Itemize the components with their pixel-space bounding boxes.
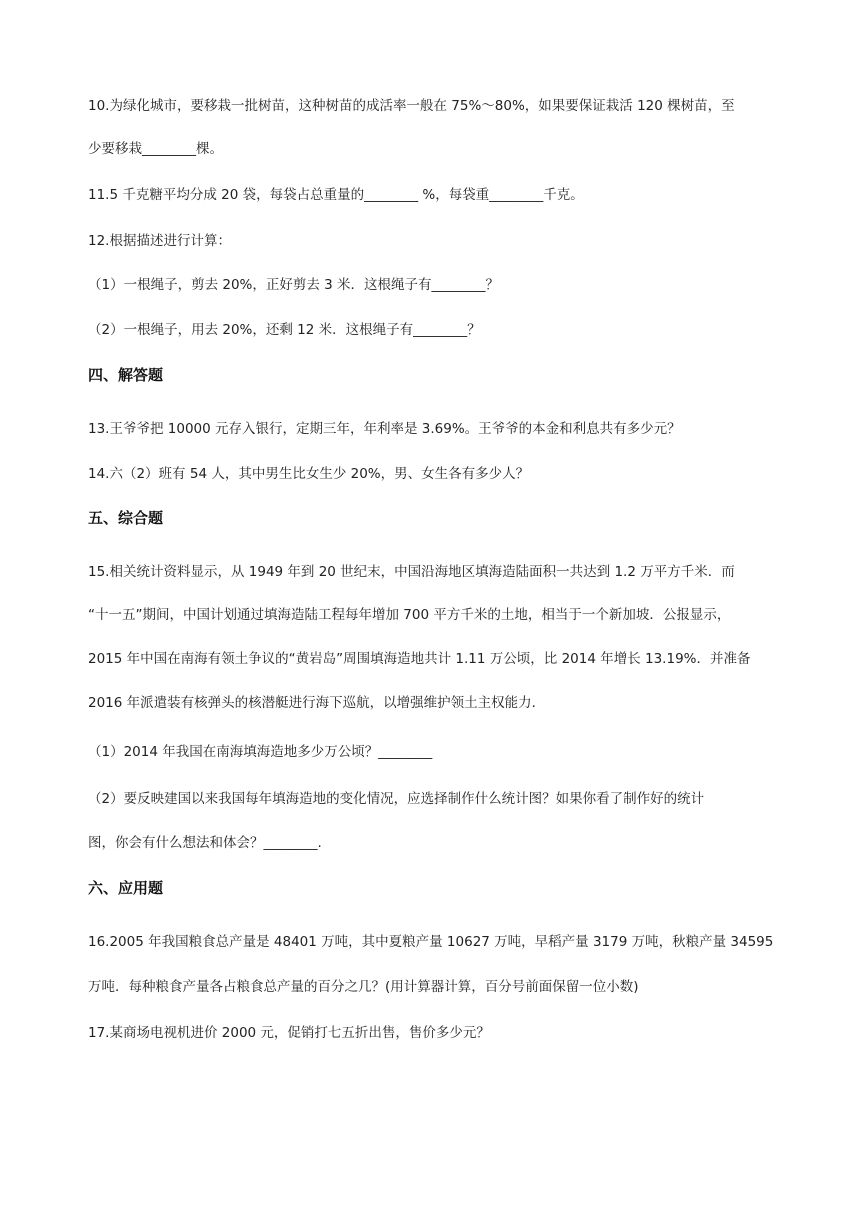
question-15-part-2-line-1: （2）要反映建国以来我国每年填海造地的变化情况，应选择制作什么统计图？如果你看了制作好的统计 — [88, 791, 705, 807]
question-12: 12.根据描述进行计算： — [88, 233, 231, 249]
section-heading-4: 四、解答题 — [88, 366, 164, 384]
section-heading-6: 六、应用题 — [88, 879, 164, 897]
question-15-part-2-line-2: 图，你会有什么想法和体会？________. — [88, 835, 322, 851]
question-15-line-1: 15.相关统计资料显示，从 1949 年到 20 世纪末，中国沿海地区填海造陆面积一共达到 1.2 万平方千米．而 — [88, 564, 735, 580]
question-15-part-1: （1）2014 年我国在南海填海造地多少万公顷？________ — [88, 744, 433, 760]
question-11: 11.5 千克糖平均分成 20 袋，每袋占总重量的________ %，每袋重________千克。 — [88, 187, 584, 203]
question-12-part-1: （1）一根绳子，剪去 20%，正好剪去 3 米．这根绳子有________？ — [88, 277, 500, 293]
question-17: 17.某商场电视机进价 2000 元，促销打七五折出售，售价多少元？ — [88, 1025, 490, 1041]
question-13: 13.王爷爷把 10000 元存入银行，定期三年，年利率是 3.69%。王爷爷的本金和利息共有多少元？ — [88, 421, 681, 437]
question-15-line-4: 2016 年派遣装有核弹头的核潜艇进行海下巡航，以增强维护领土主权能力． — [88, 695, 546, 711]
section-heading-5: 五、综合题 — [88, 509, 164, 527]
question-12-part-2: （2）一根绳子，用去 20%，还剩 12 米．这根绳子有________？ — [88, 322, 481, 338]
question-16-line-1: 16.2005 年我国粮食总产量是 48401 万吨，其中夏粮产量 10627 万吨，早稻产量 3179 万吨，秋粮产量 34595 — [88, 934, 774, 950]
question-15-line-2: “十一五”期间，中国计划通过填海造陆工程每年增加 700 平方千米的土地，相当于一个新加坡．公报显示， — [88, 607, 731, 623]
question-10-line-1: 10.为绿化城市，要移栽一批树苗，这种树苗的成活率一般在 75%～80%，如果要保证栽活 120 棵树苗，至 — [88, 98, 735, 114]
question-16-line-2: 万吨．每种粮食产量各占粮食总产量的百分之几？(用计算器计算，百分号前面保留一位小数) — [88, 979, 639, 995]
question-14: 14.六（2）班有 54 人，其中男生比女生少 20%，男、女生各有多少人？ — [88, 466, 530, 482]
question-15-line-3: 2015 年中国在南海有领土争议的“黄岩岛”周围填海造地共计 1.11 万公顷，比 2014 年增长 13.19%．并准备 — [88, 651, 751, 667]
question-10-line-2: 少要移栽________棵。 — [88, 141, 223, 157]
